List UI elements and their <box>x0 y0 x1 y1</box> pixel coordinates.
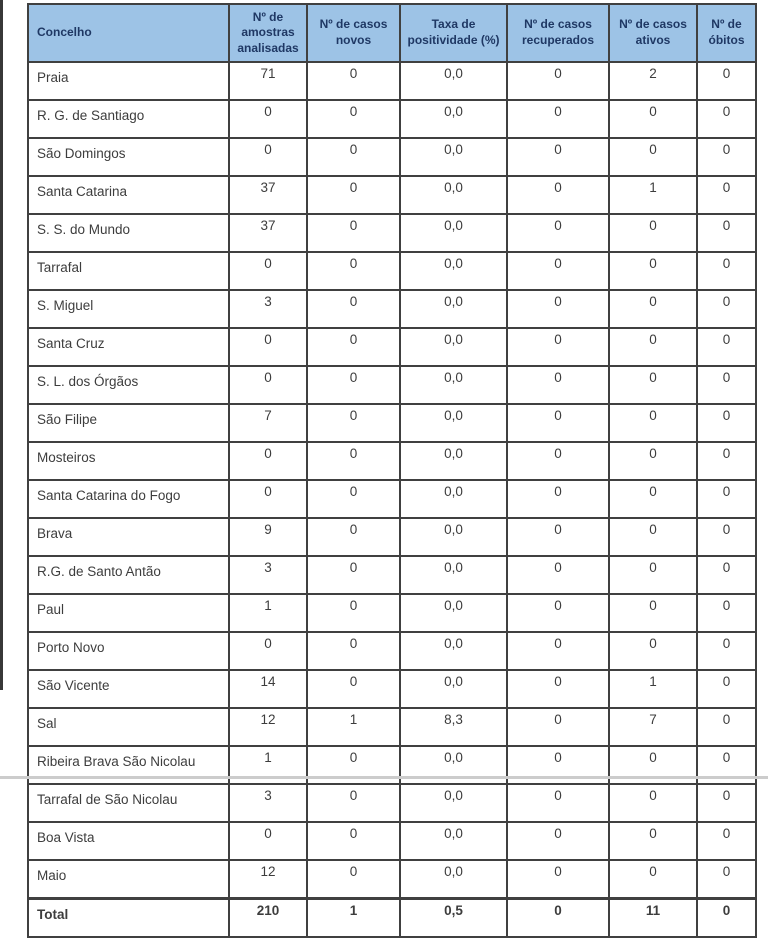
concelho-cell: Maio <box>28 860 229 899</box>
value-cell: 0 <box>697 594 756 632</box>
value-cell: 0,0 <box>400 442 507 480</box>
value-cell: 3 <box>229 290 307 328</box>
value-cell: 0 <box>507 822 609 860</box>
value-cell: 0,0 <box>400 746 507 784</box>
value-cell: 0 <box>609 822 697 860</box>
value-cell: 0 <box>697 366 756 404</box>
table-row <box>28 670 756 708</box>
value-cell: 0 <box>229 328 307 366</box>
concelho-cell: Santa Catarina <box>28 176 229 214</box>
total-row <box>28 899 756 938</box>
value-cell: 0 <box>507 62 609 100</box>
value-cell: 0 <box>307 214 400 252</box>
value-cell: 0 <box>307 366 400 404</box>
value-cell: 1 <box>307 899 400 938</box>
value-cell: 12 <box>229 860 307 899</box>
value-cell: 0 <box>697 670 756 708</box>
value-cell: 0 <box>307 480 400 518</box>
value-cell: 0 <box>229 100 307 138</box>
value-cell: 1 <box>229 594 307 632</box>
value-cell: 0 <box>507 899 609 938</box>
value-cell: 0,0 <box>400 632 507 670</box>
concelho-cell: Praia <box>28 62 229 100</box>
table-row <box>28 252 756 290</box>
value-cell: 0 <box>609 594 697 632</box>
value-cell: 12 <box>229 708 307 746</box>
value-cell: 0 <box>697 480 756 518</box>
value-cell: 3 <box>229 556 307 594</box>
concelho-cell: São Filipe <box>28 404 229 442</box>
value-cell: 0 <box>307 632 400 670</box>
value-cell: 0,0 <box>400 670 507 708</box>
table-row <box>28 632 756 670</box>
value-cell: 0 <box>507 290 609 328</box>
value-cell: 0 <box>609 480 697 518</box>
value-cell: 0 <box>307 252 400 290</box>
value-cell: 0 <box>507 784 609 822</box>
value-cell: 0 <box>697 290 756 328</box>
table-row <box>28 594 756 632</box>
value-cell: 0 <box>507 214 609 252</box>
value-cell: 0 <box>609 138 697 176</box>
header-row <box>28 4 756 62</box>
value-cell: 0 <box>307 518 400 556</box>
value-cell: 0 <box>697 518 756 556</box>
value-cell: 0 <box>609 442 697 480</box>
concelho-cell: S. L. dos Órgãos <box>28 366 229 404</box>
value-cell: 0,0 <box>400 290 507 328</box>
value-cell: 0 <box>697 328 756 366</box>
header-cell-5: Nº de casos ativos <box>609 4 697 62</box>
value-cell: 0,0 <box>400 176 507 214</box>
value-cell: 0 <box>507 556 609 594</box>
concelho-cell: Ribeira Brava São Nicolau <box>28 746 229 784</box>
table-row <box>28 404 756 442</box>
value-cell: 8,3 <box>400 708 507 746</box>
value-cell: 0 <box>307 670 400 708</box>
value-cell: 0 <box>229 442 307 480</box>
value-cell: 0,0 <box>400 518 507 556</box>
value-cell: 0 <box>507 366 609 404</box>
value-cell: 0,0 <box>400 366 507 404</box>
concelho-cell: São Vicente <box>28 670 229 708</box>
table-row <box>28 480 756 518</box>
table-row <box>28 822 756 860</box>
value-cell: 0 <box>697 100 756 138</box>
value-cell: 0 <box>307 442 400 480</box>
value-cell: 0 <box>307 176 400 214</box>
value-cell: 71 <box>229 62 307 100</box>
table-row <box>28 556 756 594</box>
table-row <box>28 328 756 366</box>
value-cell: 0 <box>507 480 609 518</box>
table-row <box>28 784 756 822</box>
value-cell: 0,0 <box>400 860 507 899</box>
value-cell: 0,0 <box>400 822 507 860</box>
value-cell: 0 <box>697 404 756 442</box>
concelho-cell: S. S. do Mundo <box>28 214 229 252</box>
value-cell: 0 <box>697 632 756 670</box>
value-cell: 0 <box>507 404 609 442</box>
value-cell: 0 <box>229 632 307 670</box>
value-cell: 0 <box>307 328 400 366</box>
page-left-edge-line <box>0 0 3 690</box>
value-cell: 0 <box>609 214 697 252</box>
value-cell: 0 <box>507 252 609 290</box>
value-cell: 0,0 <box>400 252 507 290</box>
value-cell: 11 <box>609 899 697 938</box>
table-header <box>28 4 756 62</box>
value-cell: 0 <box>697 214 756 252</box>
value-cell: 0 <box>697 138 756 176</box>
value-cell: 37 <box>229 214 307 252</box>
concelho-cell: Tarrafal de São Nicolau <box>28 784 229 822</box>
value-cell: 0 <box>307 138 400 176</box>
concelho-cell: R. G. de Santiago <box>28 100 229 138</box>
value-cell: 0,0 <box>400 480 507 518</box>
value-cell: 0 <box>307 62 400 100</box>
table-row <box>28 62 756 100</box>
value-cell: 0 <box>507 442 609 480</box>
value-cell: 0 <box>697 556 756 594</box>
header-cell-2: Nº de casos novos <box>307 4 400 62</box>
value-cell: 0 <box>507 138 609 176</box>
value-cell: 0 <box>507 708 609 746</box>
table-row <box>28 176 756 214</box>
value-cell: 0,0 <box>400 556 507 594</box>
value-cell: 0 <box>697 899 756 938</box>
concelho-cell: R.G. de Santo Antão <box>28 556 229 594</box>
value-cell: 0 <box>609 366 697 404</box>
table-row <box>28 290 756 328</box>
value-cell: 0 <box>307 404 400 442</box>
value-cell: 0 <box>507 328 609 366</box>
value-cell: 0 <box>307 100 400 138</box>
page-bottom-divider <box>0 776 768 779</box>
covid-municipality-table <box>27 3 757 938</box>
value-cell: 0 <box>229 480 307 518</box>
value-cell: 0 <box>609 632 697 670</box>
concelho-cell: Brava <box>28 518 229 556</box>
table-row <box>28 442 756 480</box>
value-cell: 0 <box>307 746 400 784</box>
value-cell: 37 <box>229 176 307 214</box>
value-cell: 0 <box>507 518 609 556</box>
value-cell: 0 <box>307 860 400 899</box>
value-cell: 0 <box>507 176 609 214</box>
header-cell-0: Concelho <box>28 4 229 62</box>
value-cell: 0 <box>307 556 400 594</box>
value-cell: 0 <box>609 252 697 290</box>
value-cell: 1 <box>609 670 697 708</box>
table-body <box>28 62 756 937</box>
concelho-cell: Tarrafal <box>28 252 229 290</box>
value-cell: 0 <box>609 328 697 366</box>
value-cell: 0 <box>307 290 400 328</box>
value-cell: 0 <box>507 746 609 784</box>
value-cell: 0 <box>697 708 756 746</box>
value-cell: 0 <box>507 670 609 708</box>
value-cell: 0 <box>609 290 697 328</box>
value-cell: 0 <box>697 252 756 290</box>
value-cell: 0 <box>609 746 697 784</box>
value-cell: 0 <box>307 784 400 822</box>
value-cell: 0 <box>609 404 697 442</box>
value-cell: 0 <box>697 860 756 899</box>
concelho-cell: Paul <box>28 594 229 632</box>
value-cell: 0 <box>609 518 697 556</box>
value-cell: 1 <box>609 176 697 214</box>
value-cell: 0 <box>609 784 697 822</box>
concelho-cell: Santa Catarina do Fogo <box>28 480 229 518</box>
value-cell: 0 <box>697 442 756 480</box>
header-cell-3: Taxa de positividade (%) <box>400 4 507 62</box>
value-cell: 7 <box>229 404 307 442</box>
value-cell: 3 <box>229 784 307 822</box>
concelho-cell: Santa Cruz <box>28 328 229 366</box>
value-cell: 0 <box>507 100 609 138</box>
concelho-cell: Mosteiros <box>28 442 229 480</box>
table-row <box>28 860 756 899</box>
value-cell: 0,0 <box>400 404 507 442</box>
value-cell: 0,0 <box>400 100 507 138</box>
value-cell: 0,0 <box>400 138 507 176</box>
value-cell: 9 <box>229 518 307 556</box>
value-cell: 0 <box>609 556 697 594</box>
value-cell: 0 <box>507 860 609 899</box>
header-cell-1: Nº de amostras analisadas <box>229 4 307 62</box>
value-cell: 0 <box>609 860 697 899</box>
value-cell: 0 <box>229 822 307 860</box>
value-cell: 0 <box>609 100 697 138</box>
value-cell: 0 <box>507 594 609 632</box>
value-cell: 14 <box>229 670 307 708</box>
value-cell: 0 <box>229 366 307 404</box>
value-cell: 1 <box>307 708 400 746</box>
value-cell: 0 <box>307 594 400 632</box>
value-cell: 0 <box>697 62 756 100</box>
value-cell: 0 <box>229 252 307 290</box>
value-cell: 0 <box>697 746 756 784</box>
concelho-cell: São Domingos <box>28 138 229 176</box>
table-row <box>28 518 756 556</box>
table-row <box>28 100 756 138</box>
value-cell: 0 <box>507 632 609 670</box>
value-cell: 0,0 <box>400 62 507 100</box>
table-row <box>28 138 756 176</box>
concelho-cell: Porto Novo <box>28 632 229 670</box>
value-cell: 0,0 <box>400 328 507 366</box>
value-cell: 0,0 <box>400 784 507 822</box>
value-cell: 0 <box>697 176 756 214</box>
value-cell: 7 <box>609 708 697 746</box>
table-row <box>28 366 756 404</box>
value-cell: 2 <box>609 62 697 100</box>
header-cell-6: Nº de óbitos <box>697 4 756 62</box>
header-cell-4: Nº de casos recuperados <box>507 4 609 62</box>
value-cell: 0 <box>307 822 400 860</box>
value-cell: 0 <box>697 784 756 822</box>
concelho-cell: Sal <box>28 708 229 746</box>
value-cell: 0 <box>697 822 756 860</box>
concelho-cell: Boa Vista <box>28 822 229 860</box>
value-cell: 1 <box>229 746 307 784</box>
value-cell: 0,0 <box>400 594 507 632</box>
value-cell: 0,0 <box>400 214 507 252</box>
value-cell: 210 <box>229 899 307 938</box>
value-cell: 0,5 <box>400 899 507 938</box>
table-row <box>28 708 756 746</box>
total-label-cell: Total <box>28 899 229 938</box>
concelho-cell: S. Miguel <box>28 290 229 328</box>
table-row <box>28 214 756 252</box>
value-cell: 0 <box>229 138 307 176</box>
